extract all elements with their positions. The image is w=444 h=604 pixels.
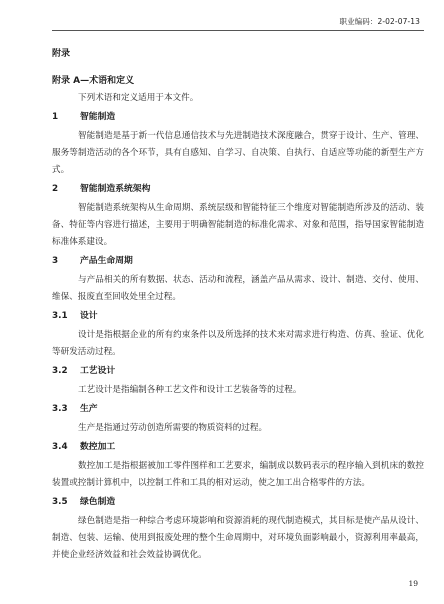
section-title: 智能制造 [80, 112, 116, 122]
section-number: 3.4 [52, 442, 68, 452]
section-title: 智能制造系统架构 [80, 184, 151, 194]
section-title: 产品生命周期 [80, 256, 133, 266]
appendix-subtitle: 附录 A—术语和定义 [52, 76, 135, 86]
page-content [52, 46, 424, 564]
section-body: 智能制造系统架构从生命周期、系统层级和智能特征三个维度对智能制造所涉及的活动、装备、特征等内容进行描述，主要用于明确智能制造的标准化需求、对象和范围，指导国家智能制造标准体系建设。 [52, 203, 424, 247]
section-heading [52, 494, 424, 510]
section-body: 生产是指通过劳动创造所需要的物质资料的过程。 [78, 423, 268, 433]
section-number: 2 [52, 184, 59, 194]
section-title: 设计 [80, 311, 98, 321]
appendix-intro: 下列术语和定义适用于本文件。 [78, 93, 199, 103]
section-number: 3.2 [52, 366, 68, 376]
section [52, 253, 424, 306]
page-number: 19 [408, 579, 418, 588]
section-number: 1 [52, 112, 59, 122]
section-heading [52, 439, 424, 455]
section [52, 181, 424, 251]
section-heading [52, 308, 424, 324]
section-heading [52, 363, 424, 379]
section-number: 3.3 [52, 404, 68, 414]
section-body: 数控加工是指根据被加工零件图样和工艺要求，编制成以数码表示的程序输入到机床的数控装置或控制计算机中，以控制工件和工具的相对运动，使之加工出合格零件的方法。 [52, 461, 424, 488]
section-heading [52, 401, 424, 417]
section-title: 绿色制造 [80, 497, 116, 507]
section-body: 工艺设计是指编制各种工艺文件和设计工艺装备等的过程。 [78, 385, 302, 395]
section [52, 109, 424, 179]
occupation-code: 职业编码：2-02-07-13 [339, 17, 420, 26]
section-number: 3.5 [52, 497, 68, 507]
section-heading [52, 181, 424, 197]
section [52, 494, 424, 564]
section [52, 308, 424, 361]
section-body: 与产品相关的所有数据、状态、活动和流程，涵盖产品从需求、设计、制造、交付、使用、维保、报废直至回收处里全过程。 [52, 275, 424, 302]
section-title: 工艺设计 [80, 366, 116, 376]
section-title: 生产 [80, 404, 98, 414]
section-number: 3 [52, 256, 59, 266]
section-body: 智能制造是基于新一代信息通信技术与先进制造技术深度融合，贯穿于设计、生产、管理、服务等制造活动的各个环节，具有自感知、自学习、自决策、自执行、自适应等功能的新型生产方式。 [52, 131, 424, 175]
section-number: 3.1 [52, 311, 68, 321]
section [52, 363, 424, 399]
section [52, 401, 424, 437]
section-body: 设计是指根据企业的所有约束条件以及所选择的技术来对需求进行构造、仿真、验证、优化等研发活动过程。 [52, 330, 424, 357]
appendix-title: 附录 [52, 49, 71, 59]
section-heading [52, 109, 424, 125]
header-divider [52, 30, 424, 31]
section-body: 绿色制造是指一种综合考虑环境影响和资源消耗的现代制造模式，其目标是使产品从设计、制造、包装、运输、使用到报废处理的整个生命周期中，对环境负面影响最小，资源利用率最高，并使企业经济效益和社会效益协调优化。 [52, 516, 424, 560]
section-title: 数控加工 [80, 442, 116, 452]
section-heading [52, 253, 424, 269]
section [52, 439, 424, 492]
